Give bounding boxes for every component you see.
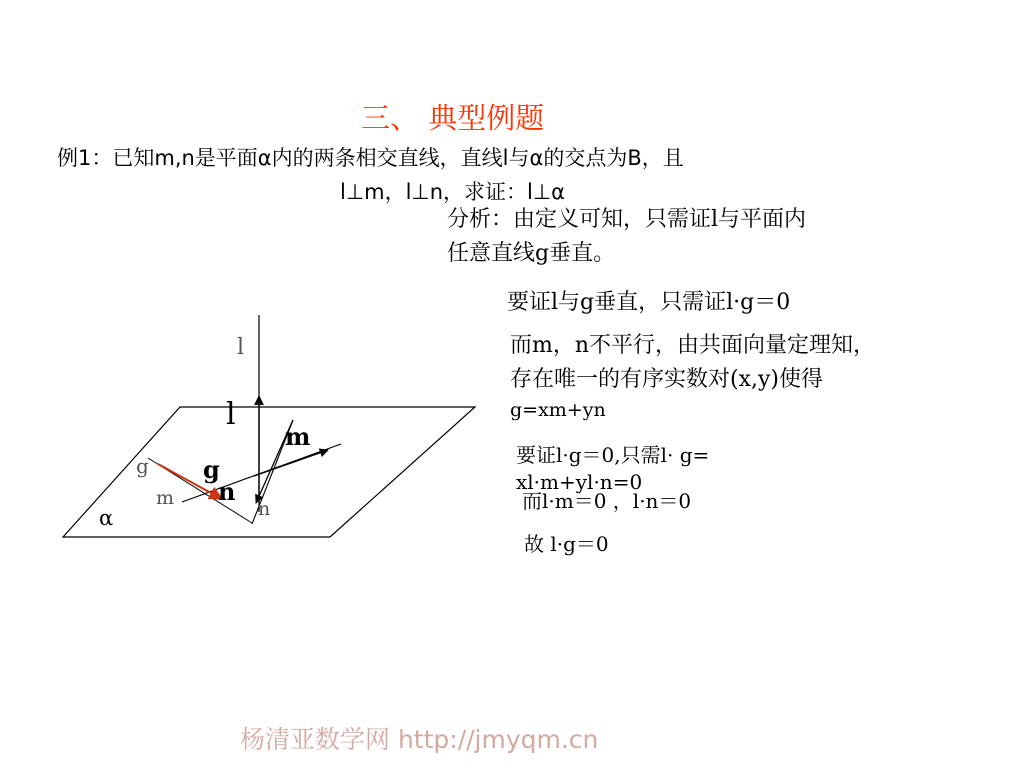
step-zero-products: 而l·m＝0 ，l·n＝0 — [522, 489, 692, 513]
label-n-big: n — [218, 477, 236, 506]
label-m-big: m — [285, 422, 311, 451]
example-statement-line2: l⊥m，l⊥n，求证：l⊥α — [340, 180, 565, 204]
step-dot-product-line1: 要证l·g＝0,只需l· g= — [516, 443, 710, 467]
step-coplanar-equation: g=xm+yn — [510, 399, 606, 421]
step-conclusion: 故 l·g＝0 — [524, 532, 609, 556]
step-coplanar-line1: 而m，n不平行，由共面向量定理知， — [510, 333, 876, 358]
step-coplanar-line2: 存在唯一的有序实数对(x,y)使得 — [510, 367, 823, 392]
label-l-big: l — [226, 397, 236, 432]
vector-m-arrow — [254, 450, 328, 476]
example-statement-line1: 例1：已知m,n是平面α内的两条相交直线，直线l与α的交点为B，且 — [57, 146, 684, 170]
label-n-small: n — [258, 498, 271, 520]
watermark: 杨清亚数学网 http://jmyqm.cn — [240, 725, 599, 754]
analysis-line2: 任意直线g垂直。 — [447, 241, 616, 266]
step-dot-product-line2: xl·m+yl·n=0 — [516, 470, 643, 494]
label-alpha: α — [99, 506, 114, 530]
label-g-small: g — [136, 454, 149, 478]
label-m-small: m — [156, 487, 175, 509]
analysis-line1: 分析：由定义可知，只需证l与平面内 — [447, 207, 807, 232]
label-l-small: l — [237, 335, 245, 360]
section-title: 三、 典型例题 — [361, 101, 545, 135]
label-g-big: g — [203, 455, 220, 484]
step-prove-perpendicular: 要证l与g垂直，只需证l·g＝0 — [507, 290, 791, 315]
